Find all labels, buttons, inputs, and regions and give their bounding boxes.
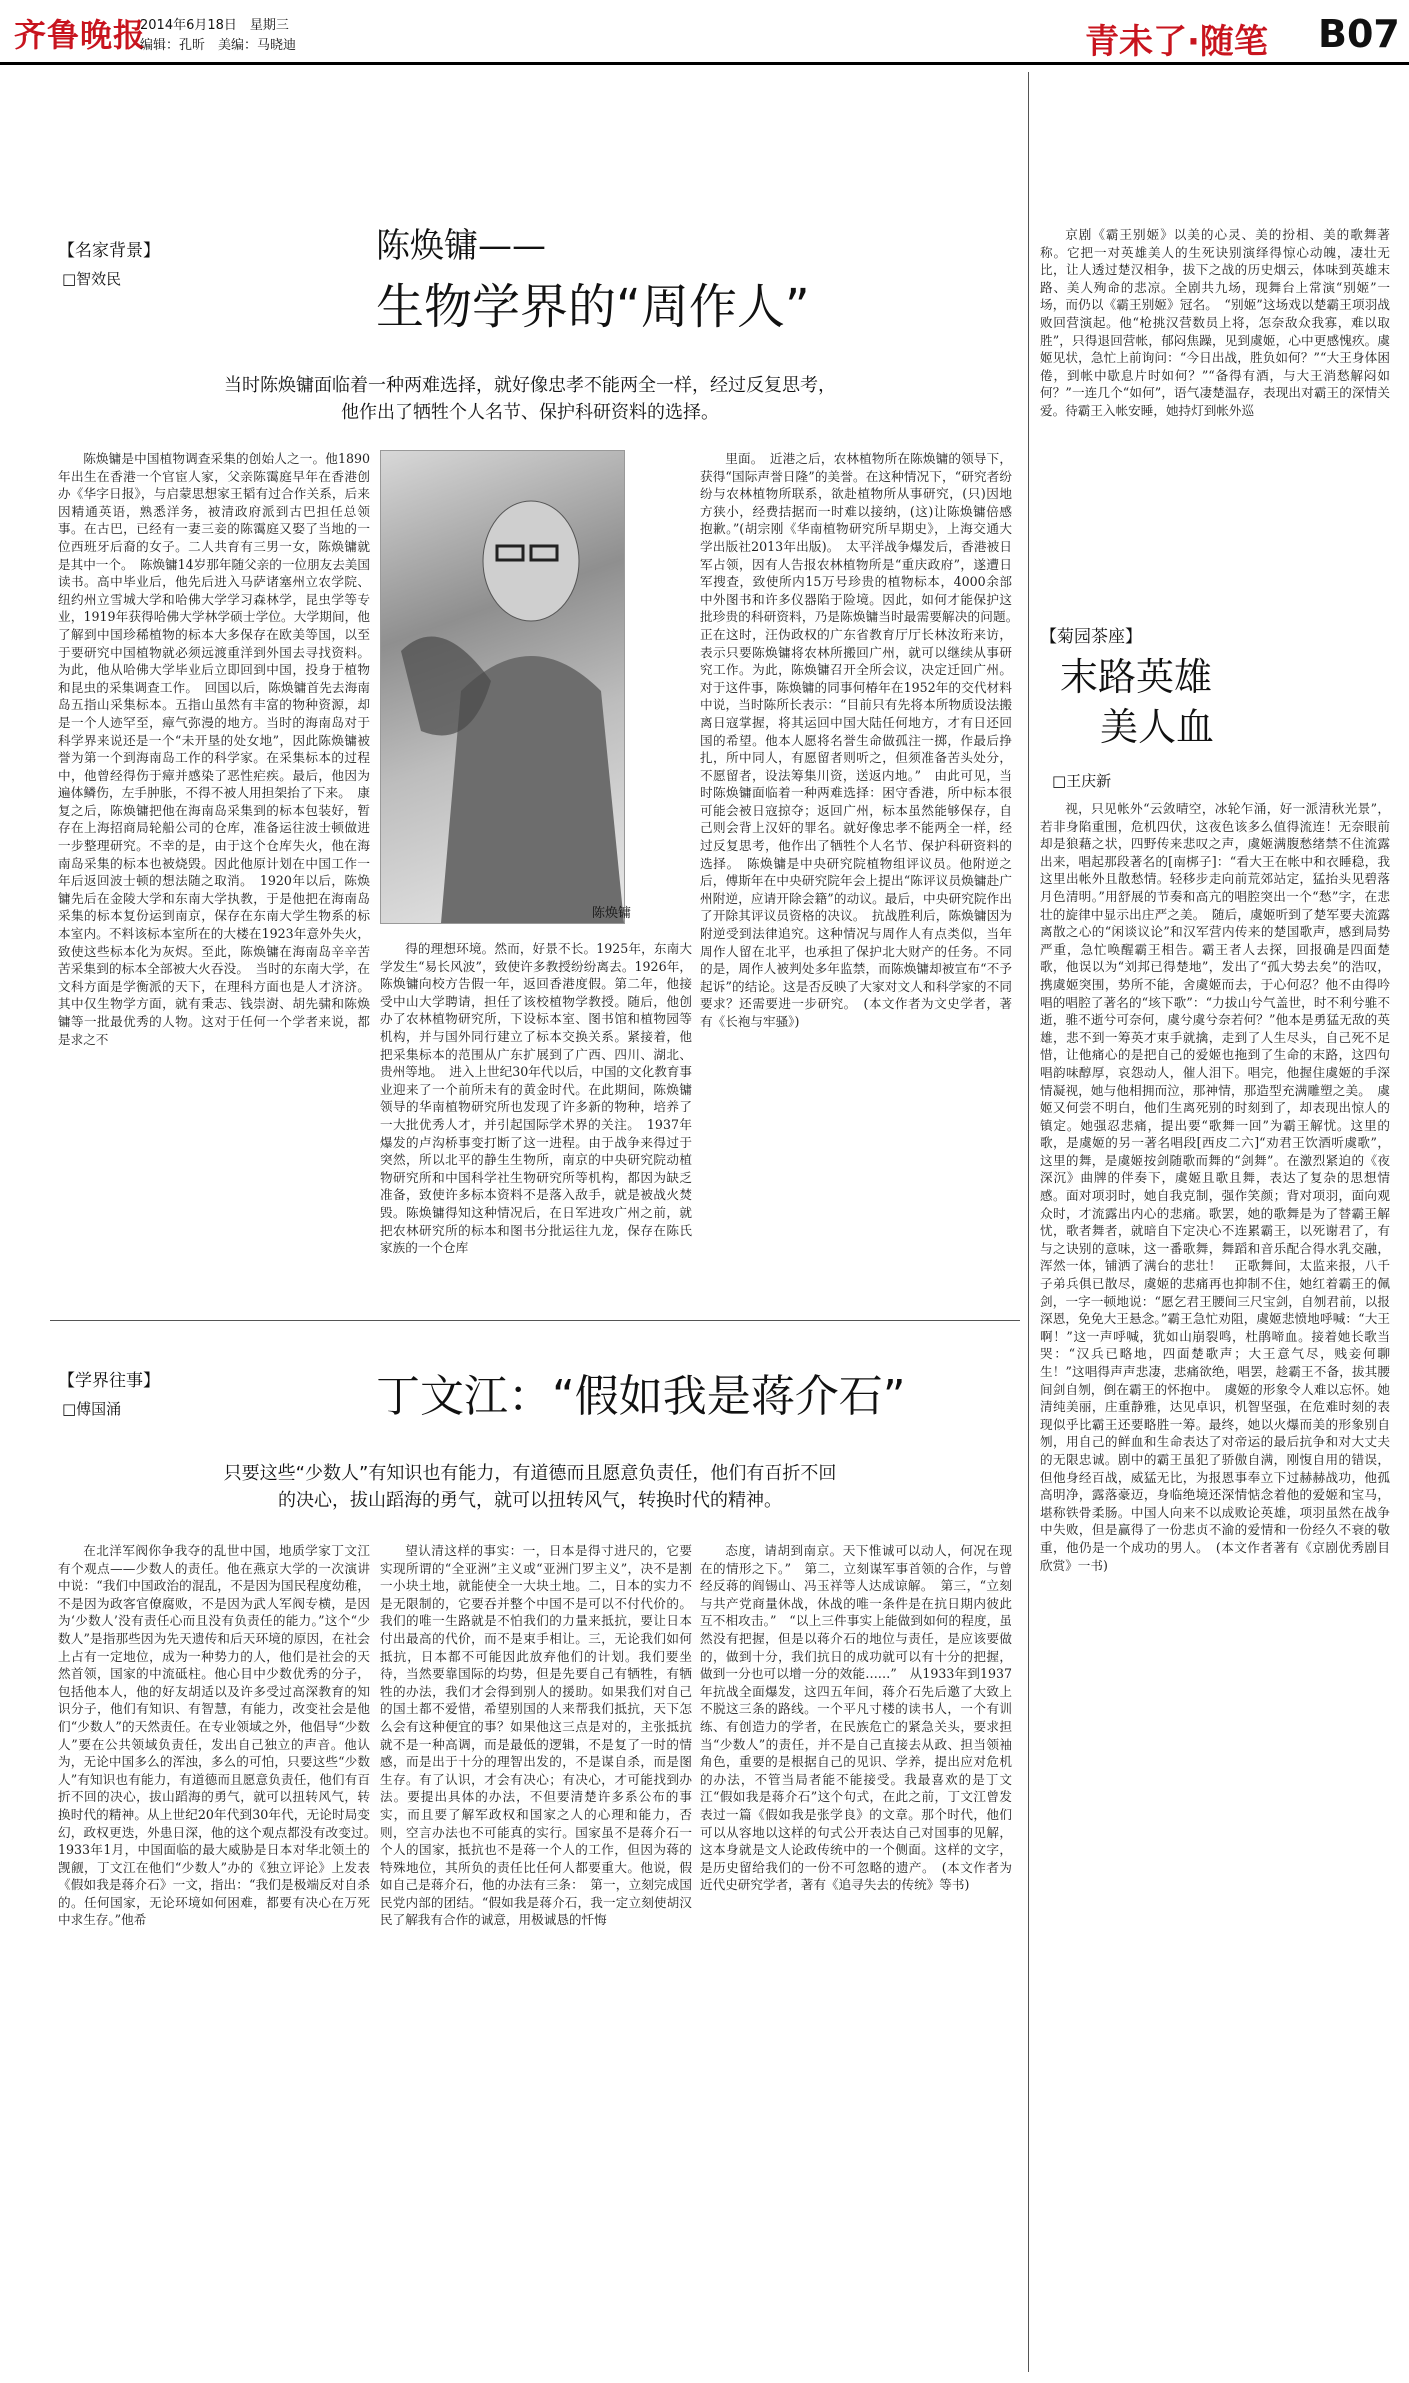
article3-lead-column: 京剧《霸王别姬》以美的心灵、美的扮相、美的歌舞著称。它把一对英雄美人的生死诀别演绎得惊心动魄，凄壮无比，让人透过楚汉相争，拔下之战的历史烟云，体味到英雄末路、美人殉命的悲凉。全剧共九场，现舞台上常演“别姬”一场，而仍以《霸王别姬》冠名。 “别姬”这场戏以楚霸王项羽战败回营演起。他“枪挑汉营数员上将，怎奈敌众我寡，难以取胜”，只得退回营帐，郁闷焦躁，见到虞姬，心中更感愧疚。虞姬见状，急忙上前询问：“今日出战，胜负如何？”“大王身体困倦，到帐中歇息片时如何？”“备得有酒，与大王消愁解闷如何？”一连几个“如何”，语气凄楚温存，表现出对霸王的深情关爱。待霸王入帐安睡，她持灯到帐外巡 <box>1040 227 1390 418</box>
article2-column-3: 态度，请胡到南京。天下惟诚可以动人，何况在现在的情形之下。” 第二，立刻谋军事首领的合作，与曾经反蒋的阎锡山、冯玉祥等人达成谅解。 第三，“立刻与共产党商量休战，休战的唯一条件是在抗日期内彼此互不相攻击。” “以上三件事实上能做到如何的程度，虽然没有把握，但是以蒋介石的地位与责任，是应该要做的，做到十分，我们抗日的成功就可以有十分的把握，做到一分也可以增一分的效能……” 从1933年到1937年抗战全面爆发，这四五年间，蒋介石先后邀了大致上不脱这三条的路线。一个平凡寸楼的读书人，一个有训练、有创造力的学者，在民族危亡的紧急关头，要求担当“少数人”的责任，并不是自己直接去从政、担当领袖角色，重要的是根据自己的见识、学养，提出应对危机的办法，不管当局者能不能接受。我最喜欢的是丁文江“假如我是蒋介石”这个句式，在此之前，丁文江曾发表过一篇《假如我是张学良》的文章。那个时代，他们可以从容地以这样的句式公开表达自己对国事的见解，这本身就是文人论政传统中的一个侧面。这样的文字，是历史留给我们的一份不可忽略的遗产。 (本文作者为近代史研究学者，著有《追寻失去的传统》等书) <box>700 1543 1012 1893</box>
dek-line: 只要这些“少数人”有知识也有能力，有道德而且愿意负责任，他们有百折不回 <box>223 1463 837 1484</box>
article1-tag: 【名家背景】 <box>58 241 160 261</box>
article2-column-1: 在北洋军阀你争我夺的乱世中国，地质学家丁文江有个观点——少数人的责任。他在燕京大学的一次演讲中说：“我们中国政治的混乱，不是因为国民程度幼稚，不是因为政客官僚腐败，不是因为武人军阀专横，是因为‘少数人’没有责任心而且没有负责任的能力。”这个“少数人”是指那些因为先天遗传和后天环境的原因，在社会上占有一定地位，成为一种势力的人，他们是社会的天然首领，国家的中流砥柱。他心目中少数优秀的分子，包括他本人，他的好友胡适以及许多受过高深教育的知识分子，他们有知识、有智慧，有能力，改变社会是他们“少数人”的天然责任。在专业领域之外，他倡导“少数人”要在公共领域负责任，发出自己独立的声音。他认为，无论中国多么的浑浊，多么的可怕，只要这些“少数人”有知识也有能力，有道德而且愿意负责任，他们有百折不回的决心，拔山蹈海的勇气，就可以扭转风气，转换时代的精神。从上世纪20年代到30年代，无论时局变幻，政权更迭，外患日深，他的这个观点都没有改变过。 1933年1月，中国面临的最大威胁是日本对华北领土的觊觎，丁文江在他们“少数人”办的《独立评论》上发表《假如我是蒋介石》一文，指出：“我们是极端反对自杀的。任何国家，无论环境如何困难，都要有决心在万死中求生存。”他希 <box>58 1543 383 1928</box>
article1-column-3: 里面。 近港之后，农林植物所在陈焕镛的领导下，获得“国际声誉日隆”的美誉。在这种情况下，“研究者纷纷与农林植物所联系，欲赴植物所从事研究，(只)因地方狭小，经费拮据而一时难以接纳，(这)让陈焕镛倍感抱歉。”(胡宗刚《华南植物研究所早期史》，上海交通大学出版社2013年出版)。 太平洋战争爆发后，香港被日军占领，因有人告报农林植物所是“重庆政府”，遂遭日军搜查，致使所内15万号珍贵的植物标本，4000余部中外图书和许多仪器陷于险境。因此，如何才能保护这批珍贵的科研资料，乃是陈焕镛当时最需要解决的问题。 正在这时，汪伪政权的广东省教育厅厅长林汝珩来访，表示只要陈焕镛将农林所搬回广州，就可以继续从事研究工作。为此，陈焕镛召开全所会议，决定迁回广州。对于这件事，陈焕镛的同事何椿年在1952年的交代材料中说，当时陈所长表示：“目前只有先将本所物质设法搬离日寇掌握，将其运回中国大陆任何地方，才有日还回国的希望。他本人愿将名誉生命做孤注一掷，作最后挣扎，所中同人，有愿留者则听之，但须准备苦头处分，不愿留者，设法筹集川资，送返内地。” 由此可见，当时陈焕镛面临着一种两难选择：困守香港，所中标本很可能会被日寇掠夺；返回广州，标本虽然能够保存，自己则会背上汉奸的罪名。就好像忠孝不能两全一样，经过反复思考，他作出了牺牲个人名节、保护科研资料的选择。 陈焕镛是中央研究院植物组评议员。他附逆之后，傅斯年在中央研究院年会上提出“陈评议员焕镛赴广州附逆，应请开除会籍”的动议。最后，中央研究院作出了开除其评议员资格的决议。 抗战胜利后，陈焕镛因为附逆受到法律追究。这种情况与周作人有点类似，当年周作人留在北平，也承担了保护北大财产的任务。不同的是，周作人被判处多年监禁，而陈焕镛却被宣布“不予起诉”的结论。这是否反映了大家对文人和科学家的不同要求？还需要进一步研究。 (本文作者为文史学者，著有《长袍与牢骚》) <box>700 451 1025 1029</box>
editor-credits: 编辑：孔昕 美编：马晓迪 <box>140 38 297 53</box>
article2-headline: 丁文江：“假如我是蒋介石” <box>376 1371 906 1422</box>
headline-line: 美人血 <box>1100 705 1215 749</box>
article2-tag: 【学界往事】 <box>58 1371 160 1391</box>
dek-line: 当时陈焕镛面临着一种两难选择，就好像忠孝不能两全一样，经过反复思考， <box>224 375 836 396</box>
article2-column-2: 望认清这样的事实：一，日本是得寸进尺的，它要实现所谓的“全亚洲”主义或“亚洲门罗主义”，决不是割一小块土地，就能使全一大块土地。二，日本的实力不是无限制的，它要吞并整个中国不是可以不付代价的。我们的唯一生路就是不怕我们的力量来抵抗，要让日本付出最高的代价，而不是束手相让。三，无论我们如何抵抗，日本都不可能因此放弃他们的计划。我们要坐待，当然要靠国际的均势，但是先要自己有牺牲，有牺牲的办法，我们才会得到别人的援助。如果我们对自己的国土都不爱惜，希望别国的人来帮我们抵抗，天下怎么会有这种便宜的事？如果他这三点是对的，主张抵抗就不是一种高调，而是最低的逻辑，不是复了一时的情感，而是出于十分的理智出发的，不是谋自杀，而是图生存。有了认识，才会有决心；有决心，才可能找到办法。要提出具体的办法，不但要清楚许多系公布的事实，而且要了解军政权和国家之人的心理和能力，否则，空言办法也不可能真的实行。国家虽不是蒋介石一个人的国家，抵抗也不是蒋一个人的工作，但因为蒋的特殊地位，其所负的责任比任何人都要重大。他说，假如自己是蒋介石，他的办法有三条： 第一，立刻完成国民党内部的团结。“假如我是蒋介石，我一定立刻使胡汉民了解我有合作的诚意，用极诚恳的忏悔 <box>380 1543 692 1928</box>
article1-column-1: 陈焕镛是中国植物调查采集的创始人之一。他1890年出生在香港一个官宦人家，父亲陈霭庭早年在香港创办《华字日报》，与启蒙思想家王韬有过合作关系，后来因精通英语，熟悉洋务，被清政府派到古巴担任总领事。在古巴，已经有一妻三妾的陈霭庭又娶了当地的一位西班牙后裔的女子。二人共育有三男一女，陈焕镛就是其中一个。 陈焕镛14岁那年随父亲的一位朋友去美国读书。高中毕业后，他先后进入马萨诸塞州立农学院、纽约州立雪城大学和哈佛大学学习森林学，昆虫学等专业，1919年获得哈佛大学林学硕士学位。大学期间，他了解到中国珍稀植物的标本大多保存在欧美等国，以至于要研究中国植物就必须远渡重洋到外国去寻找资料。为此，他从哈佛大学毕业后立即回到中国，投身于植物和昆虫的采集调查工作。 回国以后，陈焕镛首先去海南岛五指山采集标本。五指山虽然有丰富的物种资源，却是一个人迹罕至，瘴气弥漫的地方。当时的海南岛对于科学界来说还是一个“未开垦的处女地”，因此陈焕镛被誉为第一个到海南岛工作的科学家。在采集标本的过程中，他曾经得伤于瘴并感染了恶性疟疾。最后，他因为遍体鳞伤，左手肿胀，不得不被人用担架抬了下来。 康复之后，陈焕镛把他在海南岛采集到的标本包装好，暂存在上海招商局轮船公司的仓库，准备运往波士顿做进一步整理研究。不幸的是，由于这个仓库失火，他在海南岛采集的标本也被烧毁。因此他原计划在中国工作一年后返回波士顿的想法随之取消。 1920年以后，陈焕镛先后在金陵大学和东南大学执教，于是他把在海南岛采集的标本复份运到南京，保存在东南大学生物系的标本室内。不料该标本室所在的大楼在1923年意外失火，致使这些标本化为灰烬。至此，陈焕镛在海南岛辛辛苦苦采集到的标本全部被大火吞没。 当时的东南大学，在文科方面是学衡派的天下，在理科方面也是人才济济。其中仅生物学方面，就有秉志、钱崇澍、胡先骕和陈焕镛等一批最优秀的人物。这对于任何一个学者来说，都是求之不 <box>58 451 370 1047</box>
dek-line: 的决心，拔山蹈海的勇气，就可以扭转风气，转换时代的精神。 <box>278 1490 782 1511</box>
article-divider <box>50 1320 1020 1321</box>
article3-column: 视，只见帐外“云敛晴空，冰轮乍涌，好一派清秋光景”，若非身陷重围，危机四伏，这夜色该多么值得流连！无奈眼前却是狼藉之状，四野传来悲叹之声，虞姬满腹愁绪禁不住流露出来，唱起那段著名的[南梆子]：“看大王在帐中和衣睡稳，我这里出帐外且散愁情。轻移步走向前荒郊站定，猛抬头见碧落月色清明。”用舒展的节奏和高亢的唱腔突出一个“愁”字，在悲壮的旋律中显示出庄严之美。 随后，虞姬听到了楚军要夫流露离散之心的“闲谈议论”和汉军营内传来的楚国歌声，感到局势严重，急忙唤醒霸王相告。霸王者人去探，回报确是四面楚歌，他误以为“刘邦已得楚地”，发出了“孤大势去矣”的浩叹，携虞姬突围，势所不能，舍虞姬而去，于心何忍？他不由得吟唱的唱腔了著名的“垓下歌”：“力拔山兮气盖世，时不利兮骓不逝，骓不逝兮可奈何，虞兮虞兮奈若何？”他本是勇猛无敌的英雄，悲不到一筹英才束手就擒，走到了人生尽头，自己死不足惜，让他痛心的是把自己的爱姬也拖到了生命的末路，这四句唱韵味醇厚，哀怨动人，催人泪下。唱完，他握住虞姬的手深情凝视，她与他相拥而泣，那神情，那造型充满雕塑之美。 虞姬又何尝不明白，他们生离死别的时刻到了，却表现出惊人的镇定。她强忍悲痛，提出要“歌舞一回”为霸王解忧。这里的歌，是虞姬的另一著名唱段[西皮二六]“劝君王饮酒听虞歌”，这里的舞，是虞姬按剑随歌而舞的“剑舞”。在激烈紧迫的《夜深沉》曲牌的伴奏下，虞姬且歌且舞，表达了复杂的思想情感。面对项羽时，她自我克制，强作笑颜；背对项羽，面向观众时，才流露出内心的悲痛。歌罢，她的歌舞是为了替霸王解忧，歌者舞者，就暗自下定决心不连累霸王，以死谢君了，有与之诀别的意味，这一番歌舞，舞蹈和音乐配合得水乳交融，浑然一体，铺洒了满台的悲壮！ 正歌舞间，太监来报，八千子弟兵俱已散尽，虞姬的悲痛再也抑制不住，她红着霸王的佩剑，一字一顿地说：“愿乞君王腰间三尺宝剑，自刎君前，以报深恩，免免大王悬念。”霸王急忙劝阻，虞姬悲愤地呼喊：“大王啊！”这一声呼喊，犹如山崩裂鸣，杜鹃啼血。接着她长歌当哭：“汉兵已略地，四面楚歌声；大王意气尽，贱妾何聊生！”这唱得声声悲凄，悲痛欲绝，唱罢，趁霸王不备，拔其腰间剑自刎，倒在霸王的怀抱中。 虞姬的形象令人难以忘怀。她清纯美丽，庄重静雅，达见卓识，机智坚强，在危难时刻的表现似乎比霸王还要略胜一筹。最终，她以火爆而美的形象别自刎，用自己的鲜血和生命表达了对帝运的最后抗争和对大丈夫的无限忠诚。剧中的霸王虽犯了骄傲自满，刚愎自用的错误，但他身经百战，威猛无比，为报恩事奉立下过赫赫战功，他孤高明净，露落豪迈，身临绝境还深情惦念着他的爱姬和宝马，堪称铁骨柔肠。中国人向来不以成败论英雄，项羽虽然在战争中失败，但是赢得了一份悲贞不渝的爱情和一份经久不衰的敬重，他仍是一个成功的男人。 (本文作者著有《京剧优秀剧目欣赏》一书) <box>1040 801 1390 1573</box>
page-number: B07 <box>1318 12 1400 56</box>
section-title: 青未了·随笔 <box>1085 22 1268 62</box>
article1-dek <box>150 372 910 426</box>
article2-dek <box>120 1460 940 1514</box>
dek-line: 他作出了牺牲个人名节、保护科研资料的选择。 <box>341 402 719 423</box>
photo-caption: 陈焕镛 <box>592 906 632 921</box>
article3-headline <box>1060 652 1214 752</box>
article1-headline: 生物学界的“周作人” <box>376 279 810 335</box>
headline-line: 末路英雄 <box>1060 655 1213 699</box>
masthead-rule <box>0 62 1409 65</box>
column-divider <box>1028 72 1029 2372</box>
article1-column-2: 得的理想环境。然而，好景不长。1925年，东南大学发生“易长风波”，致使许多教授纷纷离去。1926年，陈焕镛向校方告假一年，返回香港度假。第二年，他接受中山大学聘请，担任了该校植物学教授。随后，他创办了农林植物研究所，下设标本室、图书馆和植物园等机构，并与国外同行建立了标本交换关系。紧接着，他把采集标本的范围从广东扩展到了广西、四川、湖北、贵州等地。 进入上世纪30年代以后，中国的文化教育事业迎来了一个前所未有的黄金时代。在此期间，陈焕镛领导的华南植物研究所也发现了许多新的物种，培养了一大批优秀人才，并引起国际学术界的关注。 1937年爆发的卢沟桥事变打断了这一进程。由于战争来得过于突然，所以北平的静生生物所，南京的中央研究院动植物研究所和中国科学社生物研究所等机构，都因为缺乏准备，致使许多标本资料不是落入敌手，就是被战火焚毁。陈焕镛得知这种情况后，在日军进攻广州之前，就把农林研究所的标本和图书分批运往九龙，保存在陈氏家族的一个仓库 <box>380 941 692 1256</box>
article3-byline: □王庆新 <box>1052 772 1112 790</box>
newspaper-logo: 齐鲁晚报 <box>14 16 147 54</box>
portrait-photo <box>380 450 625 924</box>
portrait-illustration <box>381 451 624 923</box>
article3-tag: 【菊园茶座】 <box>1040 627 1142 647</box>
article1-byline: □智效民 <box>62 270 122 288</box>
issue-date: 2014年6月18日 星期三 <box>140 18 289 33</box>
article1-kicker: 陈焕镛—— <box>376 226 546 266</box>
masthead <box>0 0 1409 62</box>
article2-byline: □傅国涌 <box>62 1400 122 1418</box>
